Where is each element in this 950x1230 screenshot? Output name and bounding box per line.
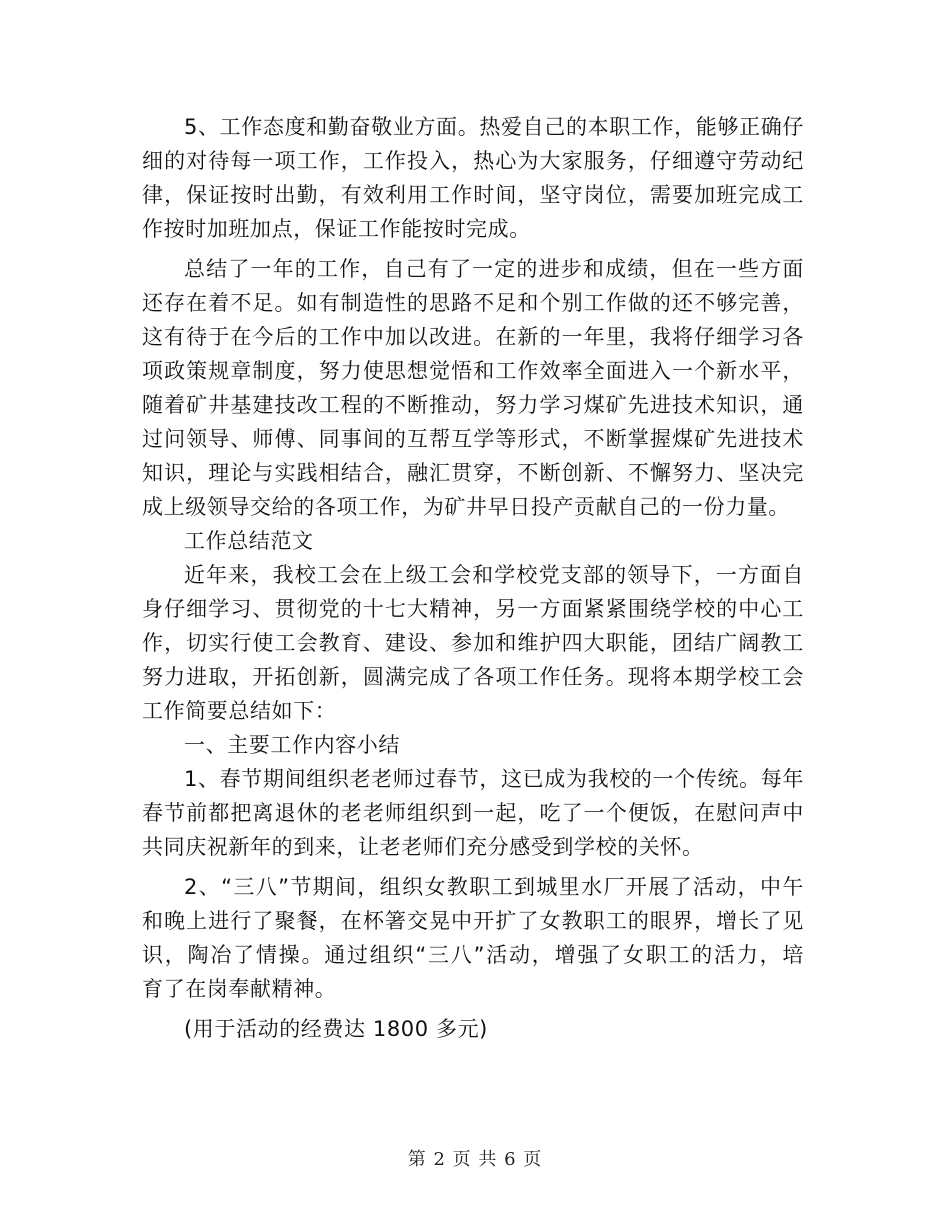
section-title: 工作总结范文 [184,529,314,553]
text-line: 项政策规章制度，努力使思想觉悟和工作效率全面进入一个新水平， [142,359,804,383]
text-line: 还存在着不足。如有制造性的思路不足和个别工作做的还不够完善， [142,291,804,315]
text-line: 随着矿井基建技改工程的不断推动，努力学习煤矿先进技术知识，通 [142,393,804,417]
text-line: 共同庆祝新年的到来，让老老师们充分感受到学校的关怀。 [142,835,704,859]
text-line: 总结了一年的工作，自己有了一定的进步和成绩，但在一些方面 [184,257,804,281]
text-line: 成上级领导交给的各项工作，为矿井早日投产贡献自己的一份力量。 [142,495,790,519]
text-line: 育了在岗奉献精神。 [142,977,337,1001]
text-line: 近年来，我校工会在上级工会和学校党支部的领导下，一方面自 [184,563,804,587]
paragraph-spring-festival [142,762,804,864]
text-line: 细的对待每一项工作，工作投入，热心为大家服务，仔细遵守劳动纪 [142,149,804,173]
document-body [142,110,804,1046]
text-line: 过问领导、师傅、同事间的互帮互学等形式，不断掌握煤矿先进技术 [142,427,804,451]
text-line: 2、“三八”节期间，组织女教职工到城里水厂开展了活动，中午 [184,875,804,899]
section-heading: 一、主要工作内容小结 [184,733,400,757]
text-line: 努力进取，开拓创新，圆满完成了各项工作任务。现将本期学校工会 [142,665,804,689]
text-line: 身仔细学习、贯彻党的十七大精神，另一方面紧紧围绕学校的中心工 [142,597,804,621]
text-line: 作按时加班加点，保证工作能按时完成。 [142,217,531,241]
text-line: 1、春节期间组织老老师过春节，这已成为我校的一个传统。每年 [184,767,804,791]
page-number: 第 2 页 共 6 页 [407,1149,543,1170]
text-line: 这有待于在今后的工作中加以改进。在新的一年里，我将仔细学习各 [142,325,804,349]
text-line: 春节前都把离退休的老老师组织到一起，吃了一个便饭，在慰问声中 [142,801,804,825]
paragraph-womens-day [142,870,804,1006]
expense-note: (用于活动的经费达 1800 多元) [184,1017,488,1041]
text-line: 和晚上进行了聚餐，在杯箸交晃中开扩了女教职工的眼界，增长了见 [142,909,804,933]
text-line: 识，陶冶了情操。通过组织“三八”活动，增强了女职工的活力，培 [142,943,804,967]
paragraph-union-intro [142,558,804,728]
paragraph-work-attitude [142,110,804,246]
paragraph-year-summary [142,252,804,524]
text-line: 5、工作态度和勤奋敬业方面。热爱自己的本职工作，能够正确仔 [184,115,804,139]
text-line: 律，保证按时出勤，有效利用工作时间，坚守岗位，需要加班完成工 [142,183,804,207]
text-line: 知识，理论与实践相结合，融汇贯穿，不断创新、不懈努力、坚决完 [142,461,804,485]
text-line: 工作简要总结如下： [142,699,337,723]
text-line: 作，切实行使工会教育、建设、参加和维护四大职能，团结广阔教工 [142,631,804,655]
